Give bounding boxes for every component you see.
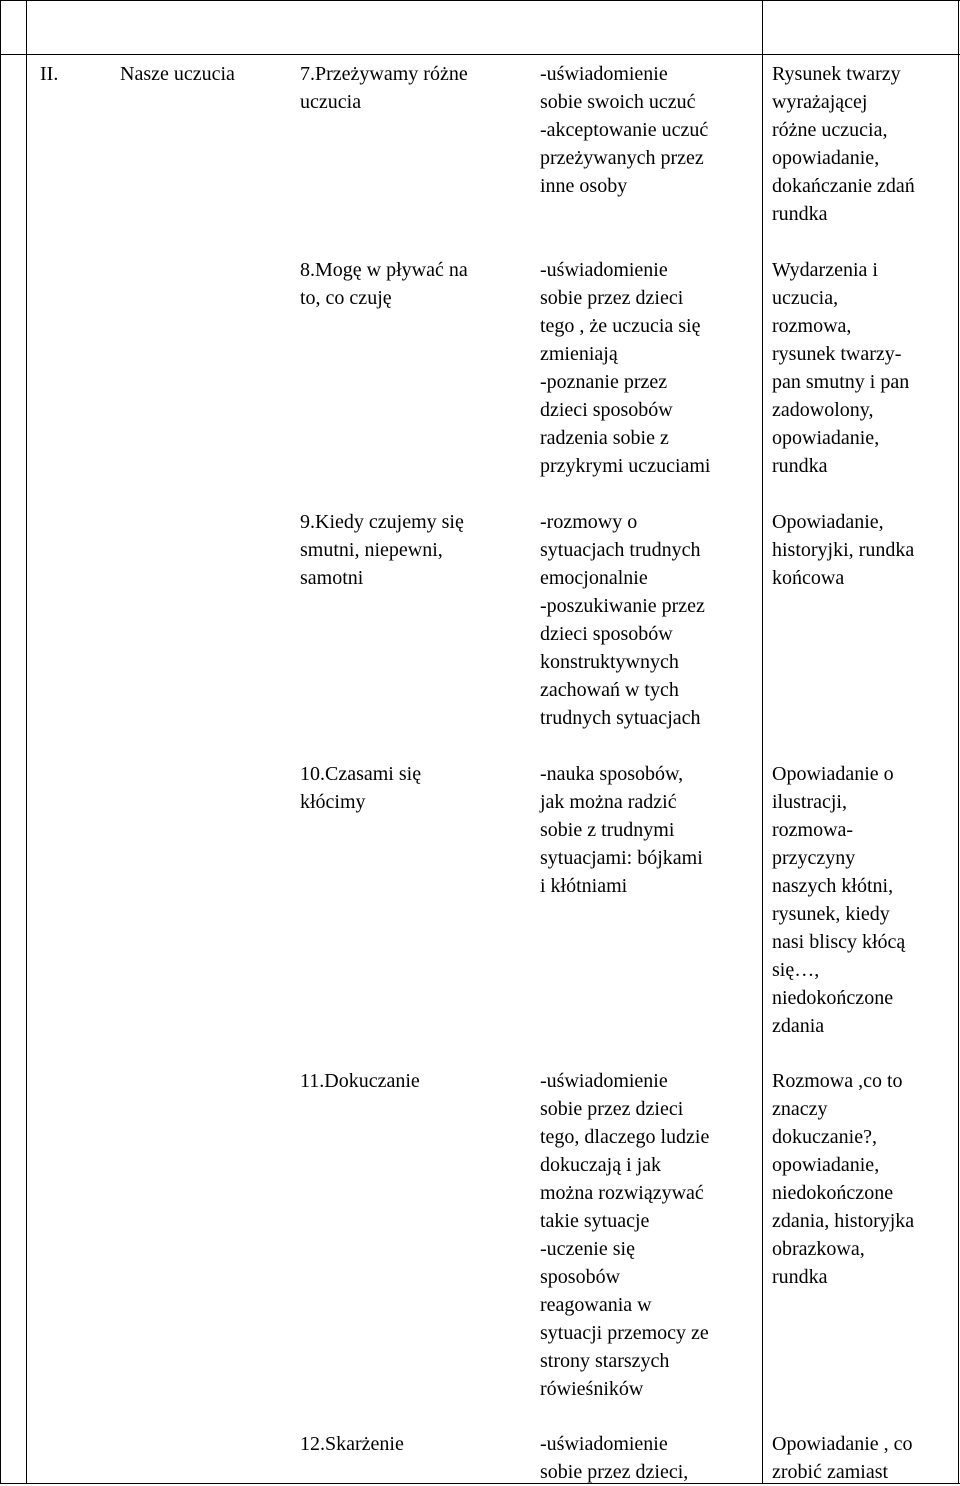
header-row-divider [0, 54, 960, 55]
goals-cell: -uświadomienie sobie przez dzieci tego , że uczucia się zmieniają -poznanie przez dzieci sposobów radzenia sobie z przykrymi uczuciami [540, 259, 711, 477]
unit-title: Nasze uczucia [120, 63, 235, 85]
methods-cell: Rysunek twarzy wyrażającej różne uczucia, opowiadanie, dokańczanie zdań rundka [772, 63, 915, 225]
methods-cell: Wydarzenia i uczucia, rozmowa, rysunek twarzy- pan smutny i pan zadowolony, opowiadanie, rundka [772, 259, 910, 477]
topic-cell: 12.Skarżenie [300, 1433, 404, 1455]
goals-cell: -nauka sposobów, jak można radzić sobie z trudnymi sytuacjami: bójkami i kłótniami [540, 763, 703, 897]
goals-cell: -uświadomienie sobie przez dzieci, [540, 1433, 689, 1483]
methods-cell: Opowiadanie, historyjki, rundka końcowa [772, 511, 915, 589]
goals-cell: -uświadomienie sobie przez dzieci tego, dlaczego ludzie dokuczają i jak można rozwiązywać takie sytuacje -uczenie się sposobów reagowania w sytuacji przemocy ze strony starszych rówieśników [540, 1070, 710, 1400]
topic-cell: 8.Mogę w pływać na to, co czuję [300, 259, 468, 309]
topic-cell: 7.Przeżywamy różne uczucia [300, 63, 468, 113]
column-divider-1 [26, 0, 27, 1484]
goals-cell: -rozmowy o sytuacjach trudnych emocjonalnie -poszukiwanie przez dzieci sposobów konstruktywnych zachowań w tych trudnych sytuacjach [540, 511, 705, 729]
table-left-border [0, 0, 1, 1484]
table-right-border [958, 0, 959, 1484]
methods-cell: Opowiadanie , co zrobić zamiast [772, 1433, 913, 1483]
column-divider-2 [762, 0, 763, 1484]
topic-cell: 10.Czasami się kłócimy [300, 763, 422, 813]
section-number: II. [40, 63, 59, 85]
table-top-border [0, 0, 960, 1]
goals-cell: -uświadomienie sobie swoich uczuć -akceptowanie uczuć przeżywanych przez inne osoby [540, 63, 709, 197]
topic-cell: 9.Kiedy czujemy się smutni, niepewni, samotni [300, 511, 464, 589]
methods-cell: Opowiadanie o ilustracji, rozmowa- przyczyny naszych kłótni, rysunek, kiedy nasi bliscy kłócą się…, niedokończone zdania [772, 763, 906, 1037]
topic-cell: 11.Dokuczanie [300, 1070, 420, 1092]
methods-cell: Rozmowa ,co to znaczy dokuczanie?, opowiadanie, niedokończone zdania, historyjka obrazkowa, rundka [772, 1070, 915, 1288]
